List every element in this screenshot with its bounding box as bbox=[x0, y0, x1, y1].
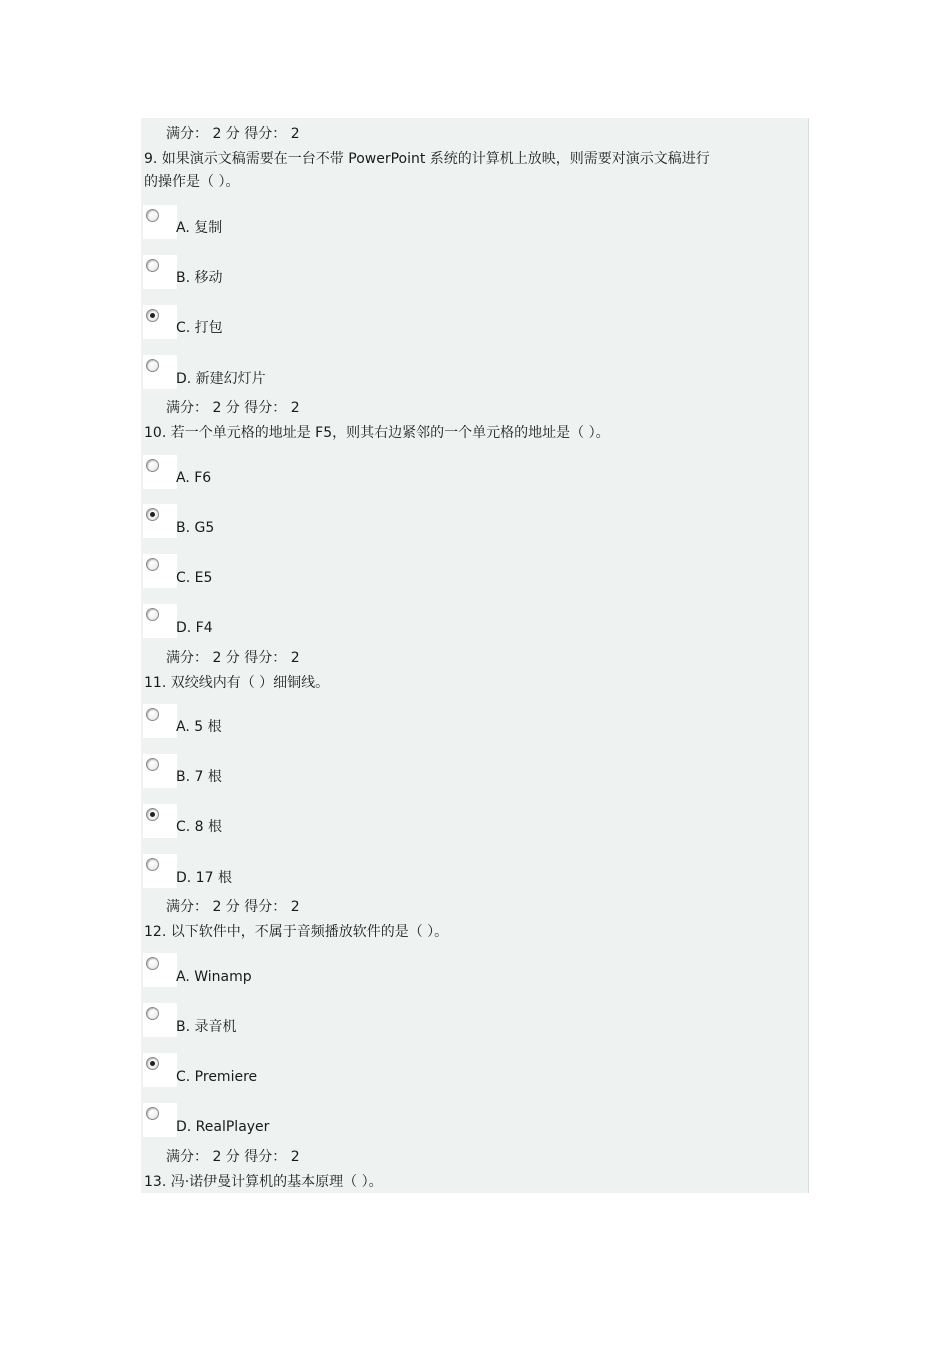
radio-icon bbox=[146, 1007, 159, 1020]
option-label: C. E5 bbox=[176, 570, 213, 586]
option-label: C. 打包 bbox=[176, 320, 223, 336]
option-label: D. 新建幻灯片 bbox=[176, 371, 266, 387]
radio-icon bbox=[146, 957, 159, 970]
question-text: 10. 若一个单元格的地址是 F5，则其右边紧邻的一个单元格的地址是（ ）。 bbox=[144, 425, 610, 441]
radio-icon bbox=[146, 758, 159, 771]
option-radio-c[interactable] bbox=[143, 804, 177, 838]
radio-icon bbox=[146, 259, 159, 272]
option-label: A. 复制 bbox=[176, 220, 223, 236]
option-radio-d[interactable] bbox=[143, 1103, 177, 1137]
option-label: A. 5 根 bbox=[176, 719, 222, 735]
option-label: D. 17 根 bbox=[176, 870, 232, 886]
score-line: 满分： 2 分 得分： 2 bbox=[166, 126, 300, 142]
option-radio-b[interactable] bbox=[143, 754, 177, 788]
radio-checked-icon bbox=[146, 309, 159, 322]
option-label: A. F6 bbox=[176, 470, 212, 486]
option-radio-b[interactable] bbox=[143, 504, 177, 538]
radio-icon bbox=[146, 209, 159, 222]
option-label: B. 录音机 bbox=[176, 1019, 237, 1035]
option-label: C. 8 根 bbox=[176, 819, 223, 835]
option-label: D. F4 bbox=[176, 620, 213, 636]
option-radio-d[interactable] bbox=[143, 604, 177, 638]
option-radio-a[interactable] bbox=[143, 455, 177, 489]
option-radio-b[interactable] bbox=[143, 1003, 177, 1037]
option-label: C. Premiere bbox=[176, 1069, 258, 1085]
radio-checked-icon bbox=[146, 1057, 159, 1070]
score-line: 满分： 2 分 得分： 2 bbox=[166, 650, 300, 666]
option-label: A. Winamp bbox=[176, 969, 252, 985]
score-line: 满分： 2 分 得分： 2 bbox=[166, 899, 300, 915]
radio-icon bbox=[146, 1107, 159, 1120]
option-label: B. G5 bbox=[176, 520, 215, 536]
radio-icon bbox=[146, 359, 159, 372]
option-radio-d[interactable] bbox=[143, 355, 177, 389]
radio-icon bbox=[146, 708, 159, 721]
radio-checked-icon bbox=[146, 508, 159, 521]
option-radio-c[interactable] bbox=[143, 305, 177, 339]
radio-icon bbox=[146, 858, 159, 871]
question-text: 12. 以下软件中，不属于音频播放软件的是（ ）。 bbox=[144, 924, 449, 940]
question-text: 13. 冯·诺伊曼计算机的基本原理（ ）。 bbox=[144, 1174, 383, 1190]
option-label: B. 移动 bbox=[176, 270, 223, 286]
radio-icon bbox=[146, 459, 159, 472]
question-text-cont: 的操作是（ ）。 bbox=[144, 174, 240, 190]
option-radio-a[interactable] bbox=[143, 205, 177, 239]
option-label: B. 7 根 bbox=[176, 769, 222, 785]
score-line: 满分： 2 分 得分： 2 bbox=[166, 1149, 300, 1165]
radio-checked-icon bbox=[146, 808, 159, 821]
option-radio-a[interactable] bbox=[143, 953, 177, 987]
option-label: D. RealPlayer bbox=[176, 1119, 270, 1135]
question-text: 9. 如果演示文稿需要在一台不带 PowerPoint 系统的计算机上放映，则需要对演示文稿进行 bbox=[144, 151, 710, 167]
radio-icon bbox=[146, 608, 159, 621]
question-text: 11. 双绞线内有（ ）细铜线。 bbox=[144, 675, 330, 691]
score-line: 满分： 2 分 得分： 2 bbox=[166, 400, 300, 416]
option-radio-d[interactable] bbox=[143, 854, 177, 888]
option-radio-c[interactable] bbox=[143, 554, 177, 588]
option-radio-b[interactable] bbox=[143, 255, 177, 289]
radio-icon bbox=[146, 558, 159, 571]
option-radio-a[interactable] bbox=[143, 704, 177, 738]
option-radio-c[interactable] bbox=[143, 1053, 177, 1087]
